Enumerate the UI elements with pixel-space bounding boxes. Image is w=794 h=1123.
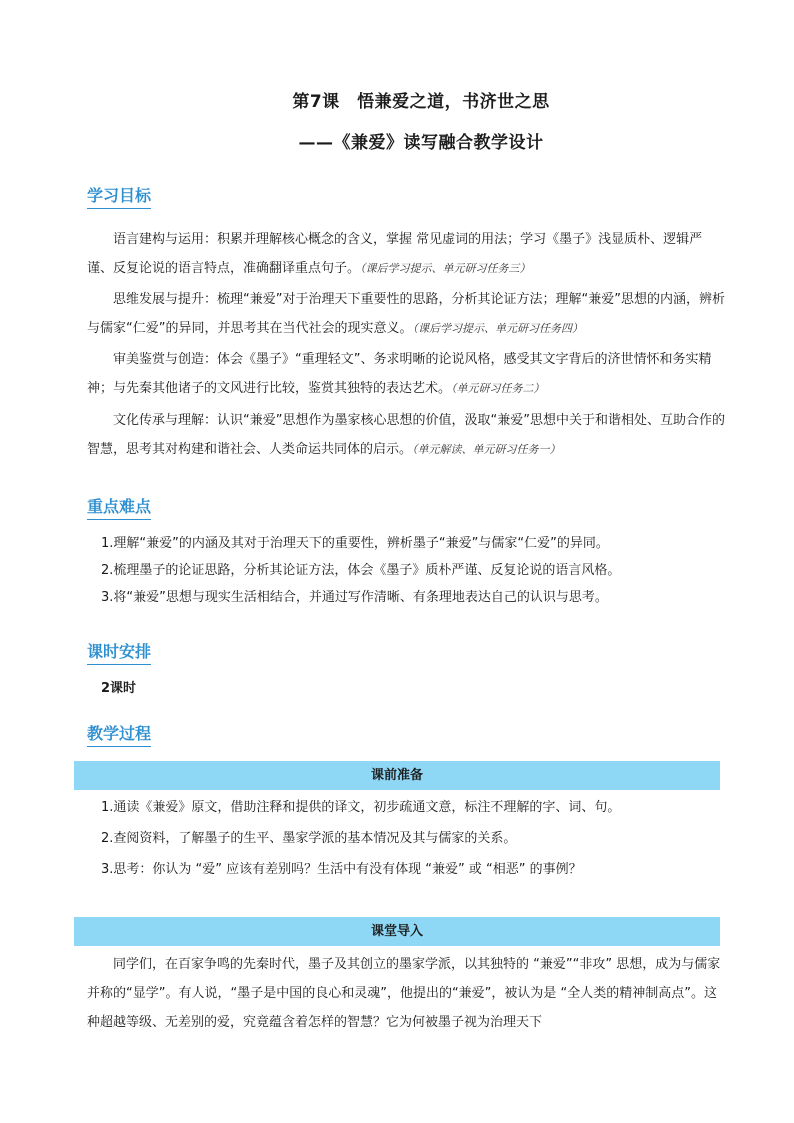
- section-bar-intro: 课堂导入: [74, 917, 720, 946]
- goal-note: （单元研习任务二）: [451, 382, 545, 395]
- list-item: 3.思考：你认为 “爱” 应该有差别吗？生活中有没有体现 “兼爱” 或 “相恶” 的事例？: [101, 862, 582, 877]
- goal-paragraph: 语言建构与运用：积累并理解核心概念的含义，掌握 常见虚词的用法；学习《墨子》浅显质朴、逻辑严谨、反复论说的语言特点，准确翻译重点句子。（课后学习提示、单元研习任务三）: [87, 232, 703, 276]
- list-item: 3.将“兼爱”思想与现实生活相结合，并通过写作清晰、有条理地表达自己的认识与思考。: [101, 590, 608, 605]
- goal-note: （课后学习提示、单元研习任务三）: [360, 262, 531, 275]
- section-heading-schedule: 课时安排: [87, 642, 151, 665]
- goal-paragraph: 审美鉴赏与创造：体会《墨子》“重理轻文”、务求明晰的论说风格，感受其文字背后的济世情怀和务实精神；与先秦其他诸子的文风进行比较，鉴赏其独特的表达艺术。（单元研习任务二）: [87, 352, 712, 396]
- goal-paragraph: 思维发展与提升：梳理“兼爱”对于治理天下重要性的思路，分析其论证方法；理解“兼爱”思想的内涵，辨析与儒家“仁爱”的异同，并思考其在当代社会的现实意义。（课后学习提示、单元研习任务四）: [87, 292, 725, 336]
- schedule-value: 2课时: [101, 681, 137, 696]
- list-item: 2.查阅资料，了解墨子的生平、墨家学派的基本情况及其与儒家的关系。: [101, 831, 517, 846]
- section-heading-goals: 学习目标: [87, 186, 151, 209]
- goal-paragraph: 文化传承与理解：认识“兼爱”思想作为墨家核心思想的价值，汲取“兼爱”思想中关于和谐相处、互助合作的智慧，思考其对构建和谐社会、人类命运共同体的启示。（单元解读、单元研习任务一）: [87, 413, 725, 457]
- section-heading-process: 教学过程: [87, 724, 151, 747]
- list-item: 1.理解“兼爱”的内涵及其对于治理天下的重要性，辨析墨子“兼爱”与儒家“仁爱”的异同。: [101, 536, 609, 551]
- goal-note: （课后学习提示、单元研习任务四）: [412, 322, 583, 335]
- list-item: 2.梳理墨子的论证思路，分析其论证方法，体会《墨子》质朴严谨、反复论说的语言风格。: [101, 563, 621, 578]
- list-item: 1.通读《兼爱》原文，借助注释和提供的译文，初步疏通文意，标注不理解的字、词、句。: [101, 800, 621, 815]
- lesson-subtitle: ——《兼爱》读写融合教学设计: [298, 133, 544, 153]
- section-bar-prep: 课前准备: [74, 761, 720, 790]
- goal-note: （单元解读、单元研习任务一）: [412, 443, 561, 456]
- section-heading-key-points: 重点难点: [87, 497, 151, 520]
- intro-paragraph: 同学们，在百家争鸣的先秦时代，墨子及其创立的墨家学派，以其独特的 “兼爱”“非攻” 思想，成为与儒家并称的“显学”。有人说，“墨子是中国的良心和灵魂”，他提出的“兼爱”，被认为是 “全人类的精神制高点”。这种超越等级、无差别的爱，究竟蕴含着怎样的智慧？它为何被墨子视为治理天下: [87, 957, 721, 1030]
- lesson-title: 第7课 悟兼爱之道，书济世之思: [292, 92, 550, 112]
